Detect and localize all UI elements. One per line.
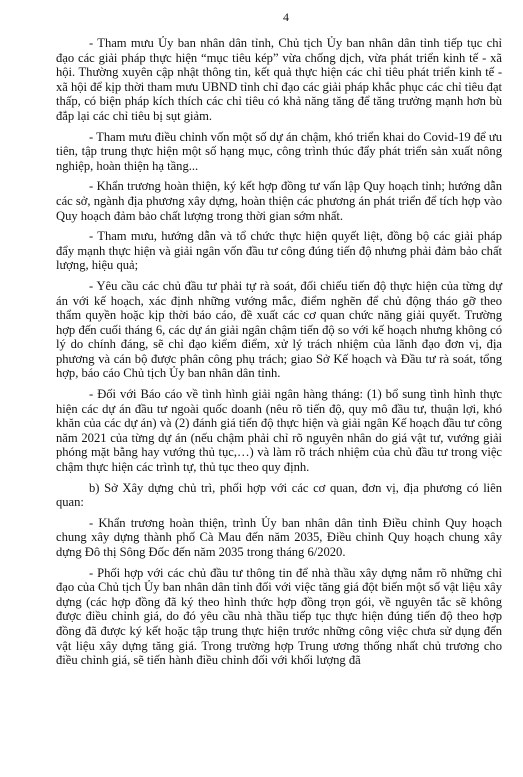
paragraph-advise-dual-goal: - Tham mưu Ủy ban nhân dân tỉnh, Chủ tịch Ủy ban nhân dân tỉnh tiếp tục chỉ đạo các giải pháp thực hiện “mục tiêu kép” vừa chống dịch, vừa phát triển kinh tế - xã hội. Thường xuyên cập nhật thông tin, kết quả thực hiện các chỉ tiêu phát triển kinh tế - xã hội để kịp thời tham mưu UBND tỉnh chỉ đạo các giải pháp khắc phục các chỉ tiêu đạt thấp, có biện pháp kích thích các chỉ tiêu có khả năng tăng để tăng trưởng mạnh hơn bù đắp lại các chỉ tiêu bị sụt giảm. [56, 36, 502, 123]
paragraph-provincial-planning: - Khẩn trương hoàn thiện, ký kết hợp đồng tư vấn lập Quy hoạch tỉnh; hướng dẫn các sở, ngành địa phương xây dựng, hoàn thiện các phương án phát triển để tích hợp vào Quy hoạch đảm bảo chất lượng trong thời gian sớm nhất. [56, 179, 502, 223]
paragraph-material-prices: - Phối hợp với các chủ đầu tư thông tin để nhà thầu xây dựng nắm rõ những chỉ đạo của Chủ tịch Ủy ban nhân dân tỉnh đối với việc tăng giá đột biến một số vật liệu xây dựng (các hợp đồng đã ký theo hình thức hợp đồng trọn gói, về nguyên tắc sẽ không được điều chỉnh giá, do đó yêu cầu nhà thầu tiếp tục thực hiện đúng tiến độ theo hợp đồng đã được ký kết hoặc tập trung thực hiện trước những công việc chưa sử dụng đến vật liệu xây dựng tăng giá. Trong trường hợp Trung ương thống nhất chủ trương cho điều chỉnh giá, sẽ tiến hành điều chỉnh đối với khối lượng đã [56, 565, 502, 668]
paragraph-public-investment: - Tham mưu, hướng dẫn và tổ chức thực hiện quyết liệt, đồng bộ các giải pháp đẩy mạnh thực hiện và giải ngân vốn đầu tư công đúng tiến độ nhưng phải đảm bảo chất lượng, hiệu quả; [56, 229, 502, 273]
paragraph-general-planning: - Khẩn trương hoàn thiện, trình Ủy ban nhân dân tỉnh Điều chỉnh Quy hoạch chung xây dựng thành phố Cà Mau đến năm 2035, Điều chỉnh Quy hoạch chung xây dựng Đô thị Sông Đốc đến năm 2035 trong tháng 6/2020. [56, 515, 502, 559]
paragraph-monthly-report: - Đối với Báo cáo về tình hình giải ngân hàng tháng: (1) bổ sung tình hình thực hiện các dự án đầu tư ngoài quốc doanh (nêu rõ tiến độ, quy mô đầu tư, thuận lợi, khó khăn của các dự án) và (2) đánh giá tiến độ thực hiện và giải ngân Kế hoạch đầu tư công năm 2021 của từng dự án (nếu chậm phải chỉ rõ nguyên nhân do giá vật tư, vướng giải phóng mặt bằng hay vướng thủ tục,…) và làm rõ trách nhiệm của chủ đầu tư trong việc chậm thực hiện các trình tự, thủ tục theo quy định. [56, 387, 502, 475]
paragraph-investor-review: - Yêu cầu các chủ đầu tư phải tự rà soát, đối chiếu tiến độ thực hiện của từng dự án với kế hoạch, xác định những vướng mắc, điểm nghẽn để chủ động tháo gỡ theo thẩm quyền hoặc kịp thời báo cáo, đề xuất các cơ quan chức năng giải quyết. Trường hợp đến cuối tháng 6, các dự án giải ngân chậm tiến độ so với kế hoạch nhưng không có lý do chính đáng, sẽ chỉ đạo kiểm điểm, xử lý trách nhiệm của lãnh đạo đơn vị, địa phương và cán bộ được phân công phụ trách; giao Sở Kế hoạch và Đầu tư rà soát, tổng hợp, báo cáo Chủ tịch Ủy ban nhân dân tỉnh. [56, 278, 502, 381]
page-number: 4 [283, 10, 289, 24]
paragraph-construction-dept: b) Sở Xây dựng chủ trì, phối hợp với các cơ quan, đơn vị, địa phương có liên quan: [56, 480, 502, 510]
paragraph-adjust-capital: - Tham mưu điều chỉnh vốn một số dự án chậm, khó triển khai do Covid-19 để ưu tiên, tập trung thực hiện một số hạng mục, công trình thúc đẩy phát triển sản xuất nông nghiệp, hoàn thiện hạ tầng... [56, 129, 502, 173]
